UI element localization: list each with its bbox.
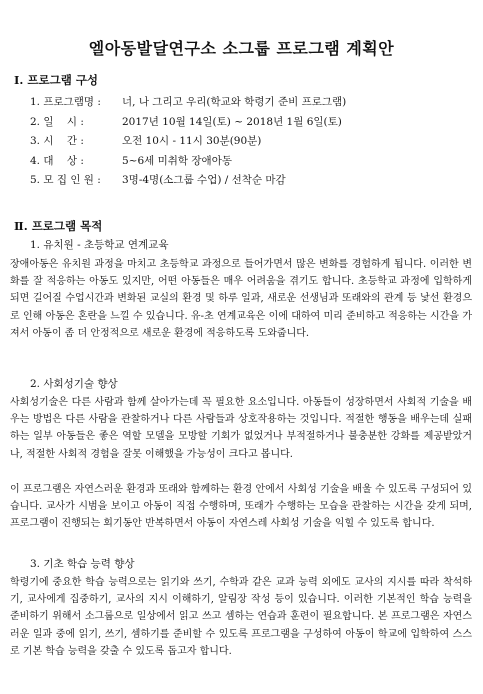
section-1-heading: Ⅰ. 프로그램 구성 [14,73,99,87]
info-value: 5~6세 미취학 장애아동 [122,154,232,167]
paragraph-1: 장애아동은 유치원 과정을 마치고 초등학교 과정으로 들어가면서 많은 변화를 경험하게 됩니다. 이러한 변화를 잘 적응하는 아동도 있지만, 어떤 아동들은 매우 어려움을 겪기도 합니다. 초등학교 과정에 입학하게 되면 길어질 수업시간과 변화된 교실의 환경 및 하루 일과, 새로운 선생님과 또래와의 관계 등 낯선 환경으로 인해 아동은 혼란을 느낄 수 있습니다. 유-초 연계교육은 이에 대하여 미리 준비하고 적응하는 시간을 가져서 아동이 좀 더 안정적으로 새로운 환경에 적응하도록 도와줍니다. [10,259,472,339]
info-item-time [30,132,346,152]
info-value: 2017년 10월 14일(토) ~ 2018년 1월 6일(토) [122,115,342,128]
sub-heading-3: 3. 기초 학습 능력 향상 [30,558,135,570]
paragraph-3: 학령기에 중요한 학습 능력으로는 읽기와 쓰기, 수학과 같은 교과 능력 외에도 교사의 지시를 따라 착석하기, 교사에게 집중하기, 교사의 지시 이해하기, 알림장 작성 등이 있습니다. 이러한 기본적인 학습 능력을 준비하기 위해서 소그룹으로 일상에서 읽고 쓰고 셈하는 연습과 훈련이 필요합니다. 본 프로그램은 자연스러운 일과 중에 읽기, 쓰기, 셈하기를 준비할 수 있도록 프로그램을 구성하여 아동이 학교에 입학하여 스스로 기본 학습 능력을 갖출 수 있도록 돕고자 합니다. [10,577,472,657]
paragraph-2a: 사회성기술은 다른 사람과 함께 살아가는데 꼭 필요한 요소입니다. 아동들이 성장하면서 사회적 기술을 배우는 방법은 다른 사람을 관찰하거나 다른 사람들과 상호작용하는 것입니다. 적절한 행동을 배우는데 실패하는 일부 아동들은 좋은 역할 모델을 모방할 기회가 없었거나 부적절하거나 불충분한 강화를 제공받았거나, 적절한 사회적 경험을 잘못 이해했을 가능성이 크다고 봅니다. [10,397,472,460]
paragraph-2b: 이 프로그램은 자연스러운 환경과 또래와 함께하는 환경 안에서 사회성 기술을 배울 수 있도록 구성되어 있습니다. 교사가 시범을 보이고 아동이 직접 수행하며, 또래가 수행하는 모습을 관찰하는 시간을 갖게 되며, 프로그램이 진행되는 회기동안 반복하면서 아동이 자연스레 사회성 기술을 익힐 수 있도록 합니다. [10,484,472,530]
document-title: 엘아동발달연구소 소그룹 프로그램 계획안 [88,39,395,58]
sub-heading-2: 2. 사회성기술 향상 [30,378,118,390]
info-item-program-name [30,93,346,113]
info-value: 너, 나 그리고 우리(학교와 학령기 준비 프로그램) [122,96,347,108]
section-2-heading: Ⅱ. 프로그램 목적 [14,219,103,233]
info-label: 2. 일 시 : [30,115,84,128]
info-label: 1. 프로그램명 : [30,96,101,108]
info-label: 5. 모 집 인 원 : [30,174,101,186]
info-item-recruitment [30,171,346,191]
info-label: 4. 대 상 : [30,154,84,167]
info-value: 오전 10시 - 11시 30분(90분) [122,135,262,147]
info-value: 3명-4명(소그룹 수업) / 선착순 마감 [122,174,286,186]
info-item-date [30,113,346,133]
info-label: 3. 시 간 : [30,135,84,147]
info-item-target [30,152,346,172]
sub-heading-1: 1. 유치원 - 초등학교 연계교육 [30,239,169,251]
program-info-list [30,93,346,191]
